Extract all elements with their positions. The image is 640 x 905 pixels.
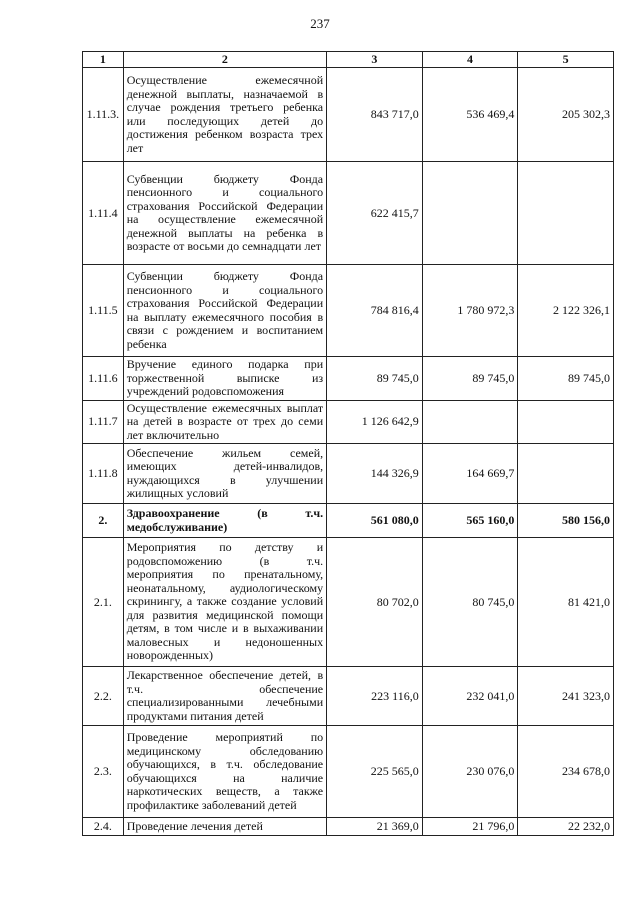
row-code: 1.11.6	[83, 357, 124, 401]
row-value-col4: 230 076,0	[422, 726, 518, 818]
row-name: Здравоохранение (в т.ч. медобслуживание)	[123, 504, 326, 538]
table-header-row	[83, 52, 614, 68]
row-value-col4: 21 796,0	[422, 818, 518, 836]
row-name: Субвенции бюджету Фонда пенсионного и социального страхования Российской Федерации на выплату ежемесячного пособия в связи с рождением и воспитанием ребенка	[123, 265, 326, 357]
row-value-col5: 205 302,3	[518, 68, 614, 162]
row-value-col5: 580 156,0	[518, 504, 614, 538]
row-code: 2.1.	[83, 538, 124, 667]
page-number: 237	[310, 16, 330, 31]
row-code: 1.11.3.	[83, 68, 124, 162]
row-name: Субвенции бюджету Фонда пенсионного и социального страхования Российской Федерации на осуществление ежемесячной денежной выплаты на ребенка в возрасте от восьми до семнадцати лет	[123, 162, 326, 265]
row-code: 1.11.4	[83, 162, 124, 265]
table-row	[83, 726, 614, 818]
row-name: Проведение мероприятий по медицинскому обследованию обучающихся, в т.ч. обследование обучающихся на наличие наркотических веществ, а также профилактике заболеваний детей	[123, 726, 326, 818]
row-value-col3: 223 116,0	[327, 667, 423, 726]
table-row	[83, 68, 614, 162]
row-value-col5	[518, 162, 614, 265]
row-value-col5: 81 421,0	[518, 538, 614, 667]
row-value-col4	[422, 400, 518, 444]
table-row	[83, 818, 614, 836]
row-value-col5: 89 745,0	[518, 357, 614, 401]
row-value-col3: 21 369,0	[327, 818, 423, 836]
row-code: 1.11.7	[83, 400, 124, 444]
row-name: Обеспечение жильем семей, имеющих детей-инвалидов, нуждающихся в улучшении жилищных условий	[123, 444, 326, 504]
row-name: Мероприятия по детству и родовспоможению (в т.ч. мероприятия по пренатальному, неонатальному, аудиологическому скринингу, а также создание условий для развития медицинской помощи детям, в том числе и в выхаживании маловесных и недоношенных новорожденных)	[123, 538, 326, 667]
row-code: 1.11.8	[83, 444, 124, 504]
row-value-col4: 1 780 972,3	[422, 265, 518, 357]
table-row	[83, 538, 614, 667]
table-row	[83, 357, 614, 401]
table-row	[83, 504, 614, 538]
row-value-col3: 1 126 642,9	[327, 400, 423, 444]
row-name: Лекарственное обеспечение детей, в т.ч. обеспечение специализированными лечебными продуктами питания детей	[123, 667, 326, 726]
row-value-col5: 234 678,0	[518, 726, 614, 818]
budget-table	[82, 51, 614, 836]
row-value-col4	[422, 162, 518, 265]
row-name: Вручение единого подарка при торжественной выписке из учреждений родовспоможения	[123, 357, 326, 401]
row-value-col4: 164 669,7	[422, 444, 518, 504]
row-value-col3: 80 702,0	[327, 538, 423, 667]
row-value-col3: 144 326,9	[327, 444, 423, 504]
row-value-col3: 622 415,7	[327, 162, 423, 265]
table-row	[83, 400, 614, 444]
row-value-col4: 536 469,4	[422, 68, 518, 162]
row-value-col5	[518, 400, 614, 444]
row-code: 1.11.5	[83, 265, 124, 357]
row-value-col5: 22 232,0	[518, 818, 614, 836]
table-row	[83, 265, 614, 357]
row-code: 2.	[83, 504, 124, 538]
row-code: 2.4.	[83, 818, 124, 836]
row-name: Осуществление ежемесячной денежной выплаты, назначаемой в случае рождения третьего ребенка или последующих детей до достижения ребенком возраста трех лет	[123, 68, 326, 162]
row-value-col4: 89 745,0	[422, 357, 518, 401]
row-value-col3: 843 717,0	[327, 68, 423, 162]
table-body	[83, 68, 614, 836]
column-header-1: 1	[83, 52, 124, 68]
row-value-col4: 232 041,0	[422, 667, 518, 726]
column-header-2: 2	[123, 52, 326, 68]
row-value-col4: 565 160,0	[422, 504, 518, 538]
column-header-5: 5	[518, 52, 614, 68]
row-code: 2.3.	[83, 726, 124, 818]
column-header-4: 4	[422, 52, 518, 68]
row-value-col3: 89 745,0	[327, 357, 423, 401]
row-value-col5	[518, 444, 614, 504]
row-code: 2.2.	[83, 667, 124, 726]
table-row	[83, 162, 614, 265]
row-name: Осуществление ежемесячных выплат на детей в возрасте от трех до семи лет включительно	[123, 400, 326, 444]
row-value-col3: 784 816,4	[327, 265, 423, 357]
row-value-col5: 2 122 326,1	[518, 265, 614, 357]
row-value-col3: 561 080,0	[327, 504, 423, 538]
row-value-col3: 225 565,0	[327, 726, 423, 818]
table-row	[83, 667, 614, 726]
row-value-col4: 80 745,0	[422, 538, 518, 667]
table-row	[83, 444, 614, 504]
row-value-col5: 241 323,0	[518, 667, 614, 726]
row-name: Проведение лечения детей	[123, 818, 326, 836]
column-header-3: 3	[327, 52, 423, 68]
